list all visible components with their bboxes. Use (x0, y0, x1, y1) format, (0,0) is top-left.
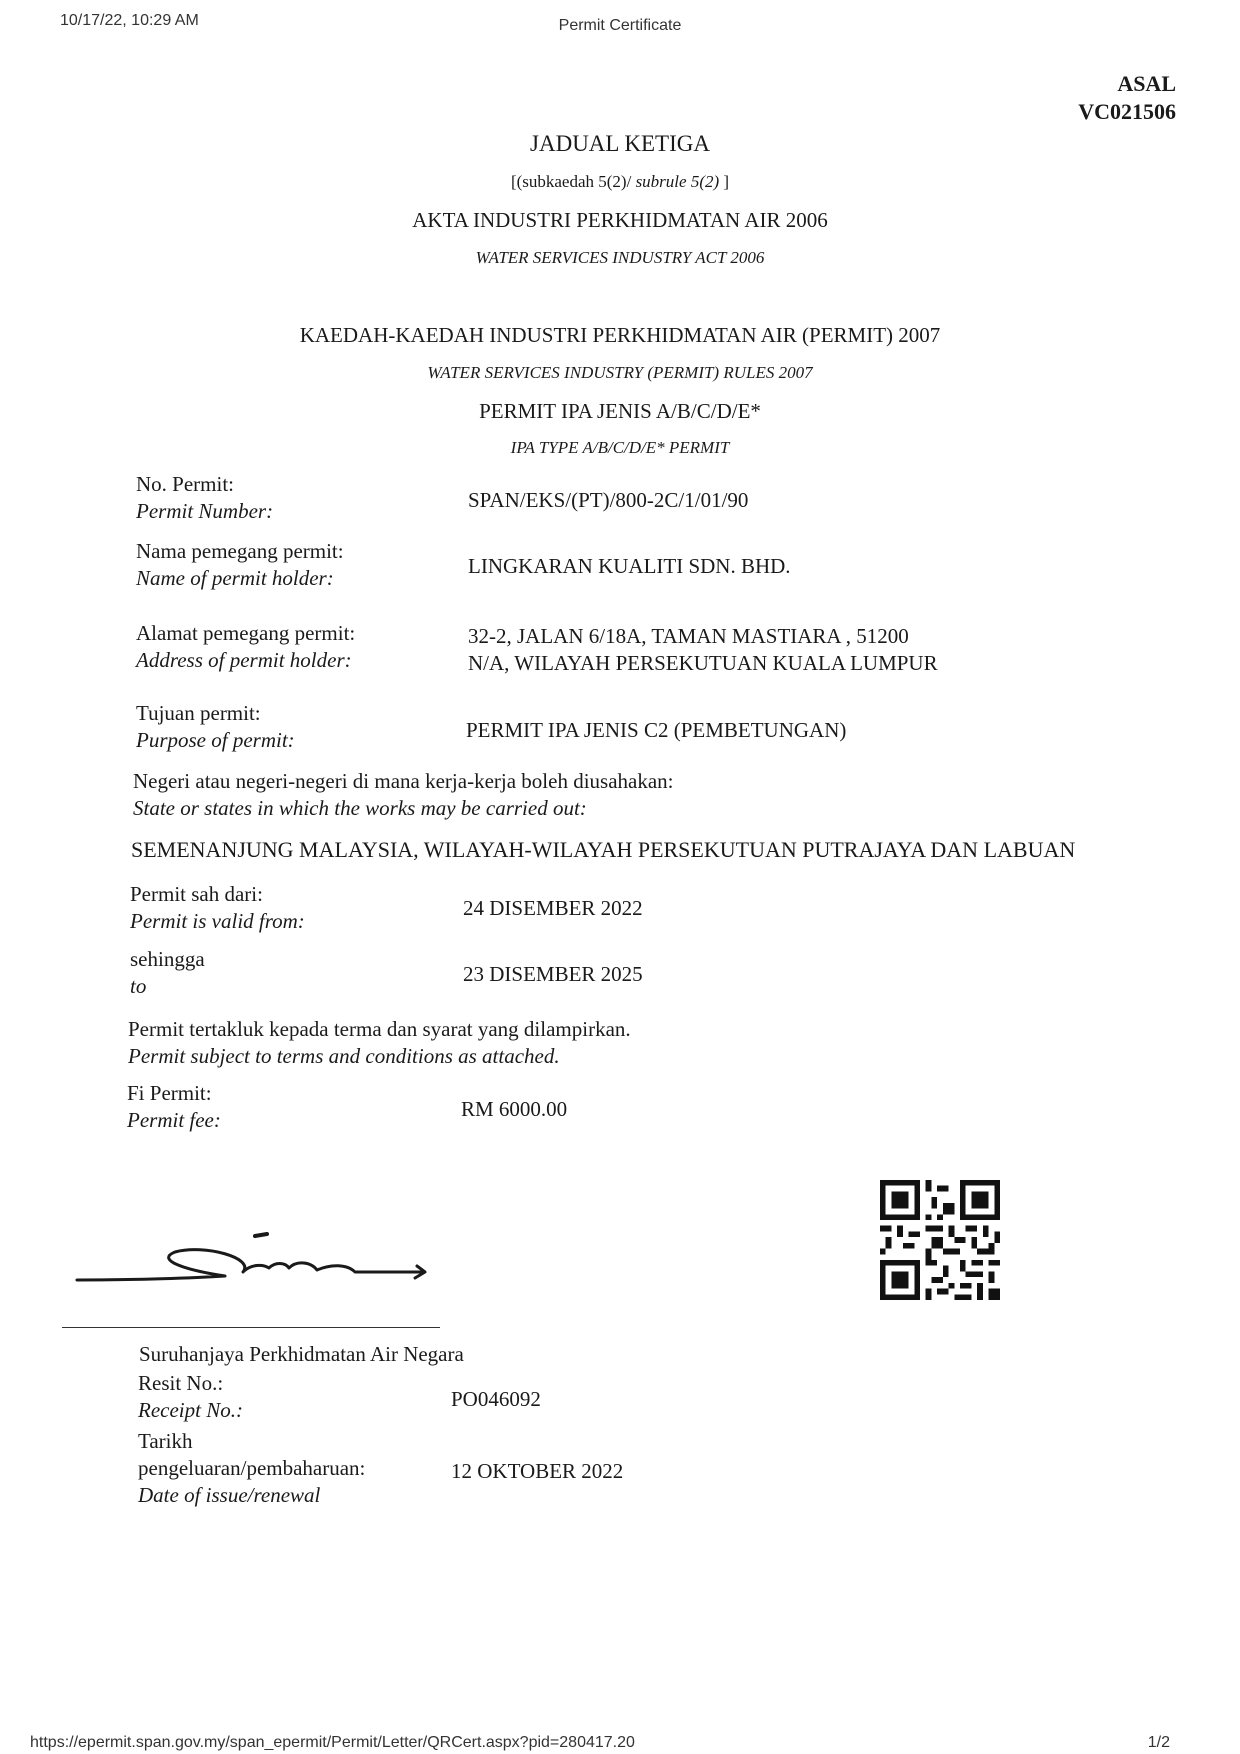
receipt-label-malay: Resit No.: (138, 1371, 224, 1395)
signature-line (62, 1327, 440, 1328)
copy-label-block (1078, 70, 1176, 126)
fee-label-malay: Fi Permit: (127, 1081, 212, 1105)
states-label (133, 768, 674, 822)
holder-name-label-english: Name of permit holder: (136, 566, 334, 590)
issue-date-value: 12 OKTOBER 2022 (451, 1459, 624, 1483)
permit-type-english: IPA TYPE A/B/C/D/E* PERMIT (510, 438, 730, 457)
fee-label-english: Permit fee: (127, 1108, 221, 1132)
permit-type-malay: PERMIT IPA JENIS A/B/C/D/E* (479, 399, 761, 423)
terms-text (128, 1016, 631, 1070)
holder-address-label-malay: Alamat pemegang permit: (136, 621, 356, 645)
issuer-name: Suruhanjaya Perkhidmatan Air Negara (139, 1342, 464, 1366)
valid-to-value: 23 DISEMBER 2025 (463, 962, 643, 986)
print-page-title: Permit Certificate (558, 17, 682, 34)
holder-address-line1: 32-2, JALAN 6/18A, TAMAN MASTIARA , 51200 (468, 624, 909, 648)
valid-to-label (130, 946, 205, 1000)
print-url: https://epermit.span.gov.my/span_epermit/Permit/Letter/QRCert.aspx?pid=280417.20 (30, 1734, 635, 1751)
terms-text-english: Permit subject to terms and conditions as attached. (128, 1044, 560, 1068)
purpose-label-english: Purpose of permit: (136, 728, 295, 752)
copy-serial: VC021506 (1078, 99, 1176, 124)
copy-label: ASAL (1117, 71, 1176, 96)
issue-date-label-malay-2: pengeluaran/pembaharuan: (138, 1456, 366, 1480)
act-title-malay: AKTA INDUSTRI PERKHIDMATAN AIR 2006 (412, 208, 828, 232)
states-value: SEMENANJUNG MALAYSIA, WILAYAH-WILAYAH PERSEKUTUAN PUTRAJAYA DAN LABUAN (131, 837, 1076, 862)
receipt-label (138, 1370, 243, 1424)
print-page-number: 1/2 (1147, 1734, 1170, 1751)
rules-title-malay: KAEDAH-KAEDAH INDUSTRI PERKHIDMATAN AIR (PERMIT) 2007 (299, 323, 941, 347)
permit-number-value: SPAN/EKS/(PT)/800-2C/1/01/90 (468, 488, 749, 512)
issue-date-label-malay-1: Tarikh (138, 1429, 193, 1453)
valid-from-label (130, 881, 305, 935)
valid-from-label-malay: Permit sah dari: (130, 882, 263, 906)
valid-from-value: 24 DISEMBER 2022 (463, 896, 643, 920)
holder-address-value (468, 623, 938, 677)
holder-name-label-malay: Nama pemegang permit: (136, 539, 344, 563)
holder-address-label-english: Address of permit holder: (136, 648, 352, 672)
permit-number-label-english: Permit Number: (136, 499, 274, 523)
permit-number-label-malay: No. Permit: (136, 472, 234, 496)
subrule-line (0, 172, 1240, 192)
qr-code-icon (880, 1180, 1000, 1300)
holder-address-line2: N/A, WILAYAH PERSEKUTUAN KUALA LUMPUR (468, 651, 938, 675)
fee-label (127, 1080, 221, 1134)
subrule-malay: [(subkaedah 5(2)/ (510, 172, 632, 191)
purpose-label (136, 700, 295, 754)
subrule-close: ] (723, 172, 730, 191)
receipt-label-english: Receipt No.: (138, 1398, 243, 1422)
purpose-value: PERMIT IPA JENIS C2 (PEMBETUNGAN) (466, 718, 847, 742)
states-label-malay: Negeri atau negeri-negeri di mana kerja-kerja boleh diusahakan: (133, 769, 674, 793)
signature-icon (75, 1230, 435, 1300)
schedule-heading: JADUAL KETIGA (530, 131, 710, 156)
subrule-english: subrule 5(2) (635, 172, 720, 191)
receipt-value: PO046092 (451, 1387, 541, 1411)
holder-name-value: LINGKARAN KUALITI SDN. BHD. (468, 554, 791, 578)
holder-address-label (136, 620, 355, 674)
states-label-english: State or states in which the works may be carried out: (133, 796, 587, 820)
valid-to-label-english: to (130, 974, 147, 998)
permit-number-label (136, 471, 273, 525)
print-timestamp: 10/17/22, 10:29 AM (60, 12, 199, 29)
purpose-label-malay: Tujuan permit: (136, 701, 261, 725)
fee-value: RM 6000.00 (461, 1097, 568, 1121)
act-title-english: WATER SERVICES INDUSTRY ACT 2006 (475, 248, 765, 267)
issue-date-label-english: Date of issue/renewal (138, 1483, 321, 1507)
rules-title-english: WATER SERVICES INDUSTRY (PERMIT) RULES 2007 (427, 363, 813, 382)
valid-from-label-english: Permit is valid from: (130, 909, 305, 933)
issue-date-label (138, 1428, 365, 1509)
terms-text-malay: Permit tertakluk kepada terma dan syarat yang dilampirkan. (128, 1017, 631, 1041)
holder-name-label (136, 538, 344, 592)
valid-to-label-malay: sehingga (130, 947, 205, 971)
